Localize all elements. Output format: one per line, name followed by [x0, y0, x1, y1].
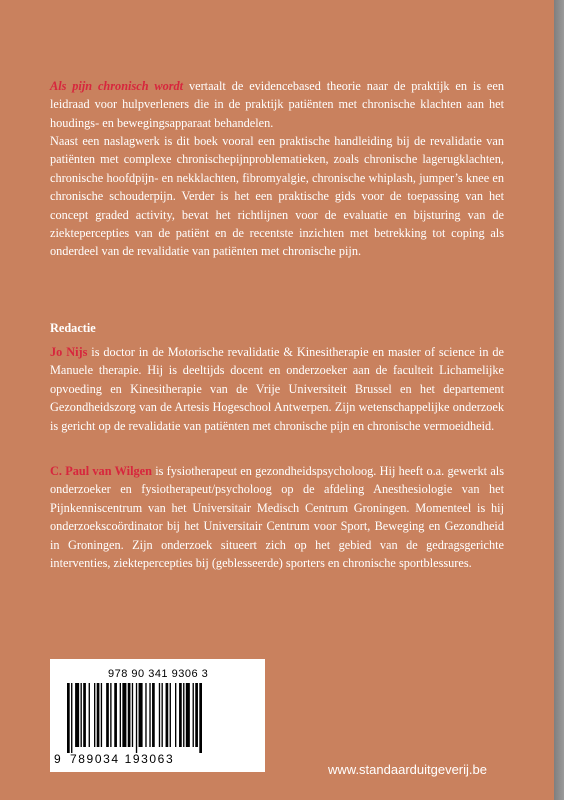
barcode-bar [71, 683, 72, 753]
editor-name: Jo Nijs [50, 345, 88, 359]
intro-text: vertaalt de evidencebased theorie naar de praktijk en is een leidraad voor hulpverleners die in de praktijk patiënten met chronische klachten aan het houdings- en bewegingsapparaat behandelen. [50, 79, 504, 130]
barcode-bar [166, 683, 169, 747]
ean-remaining-digits: 789034 193063 [70, 752, 175, 766]
intro-paragraph [50, 77, 504, 132]
editor-bio-text: is doctor in de Motorische revalidatie & Kinesitherapie en master of science in de Manuele therapie. Hij is deeltijds docent en onderzoeker aan de faculteit Lichamelijke opvoeding en Kinesitherapie van de Vrije Universiteit Brussel en het departement Gezondheidszorg van de Artesis Hogeschool Antwerpen. Zijn wetenschappelijke onderzoek is gericht op de revalidatie van patiënten met chronische pijn en chronische vermoeidheid. [50, 345, 504, 433]
editors-heading: Redactie [50, 321, 96, 335]
barcode-bar [149, 683, 150, 747]
barcode-bar [94, 683, 95, 747]
barcode-bar [139, 683, 143, 747]
barcode-bar [162, 683, 163, 747]
barcode-bar [67, 683, 70, 753]
barcode-bar [170, 683, 171, 747]
barcode-bar [186, 683, 190, 747]
book-title-phrase: Als pijn chronisch wordt [50, 79, 184, 93]
editor-name: C. Paul van Wilgen [50, 464, 152, 478]
barcode-bar [179, 683, 182, 747]
barcode-bar [89, 683, 90, 747]
barcode-bar [145, 683, 146, 747]
editor-bio-text: is fysiotherapeut en gezondheidspsycholoog. Hij heeft o.a. gewerkt als onderzoeker en fysiotherapeut/psycholoog op de afdeling Anesthesiologie van het Pijnkenniscentrum van het Universitair Medisch Centrum Groningen. Momenteel is hij onderzoekscoördinator bij het Universitair Centrum voor Sport, Beweging en Gezondheid in Groningen. Zijn onderzoek situeert zich op het gebied van de gedragsgerichte interventies, ziektepercepties bij (geblesseerde) sporters en chronische sportblessures. [50, 464, 505, 571]
ean-first-digit: 9 [54, 752, 62, 766]
barcode-bar [193, 683, 194, 747]
publisher-website: www.standaarduitgeverij.be [328, 762, 487, 777]
barcode-bar [120, 683, 121, 747]
barcode-box [50, 659, 265, 772]
barcode-bar [106, 683, 109, 747]
barcode-bar [83, 683, 86, 747]
editor-bio-jo-nijs [50, 343, 504, 435]
barcode-bar [136, 683, 137, 753]
barcode-bar [110, 683, 111, 747]
barcode-bar [195, 683, 198, 747]
editor-bio-paul-van-wilgen [50, 462, 504, 572]
barcode-bar [114, 683, 117, 747]
barcode-bar [152, 683, 155, 747]
cover-edge [554, 0, 564, 800]
barcode-bar [75, 683, 79, 747]
barcode-bar [183, 683, 184, 747]
body-paragraph: Naast een naslagwerk is dit boek vooral een praktische handleiding bij de revalidatie van patiënten met complexe chronischepijnproblematieken, zoals chronische lagerugklachten, chronische hoofdpijn- en nekklachten, fibromyalgie, chronische whiplash, jumper’s knee en chronische schouderpijn. Verder is het een praktische gids voor de toepassing van het concept graded activity, bevat het richtlijnen voor de evaluatie en bijsturing van de ziektepercepties van de patiënt en de recentste inzichten met betrekking tot coping als onderdeel van de revalidatie van patiënten met chronische pijn. [50, 134, 504, 259]
barcode-bar [122, 683, 126, 747]
barcode-bar [175, 683, 176, 747]
isbn-number: 978 90 341 9306 3 [108, 668, 209, 680]
barcode-bar [128, 683, 131, 747]
barcode-image [65, 683, 255, 753]
barcode-bar [97, 683, 100, 747]
barcode-bar [199, 683, 202, 753]
barcode-bar [81, 683, 82, 747]
barcode-bar [132, 683, 133, 747]
barcode-bar [159, 683, 160, 747]
barcode-bar [101, 683, 102, 747]
